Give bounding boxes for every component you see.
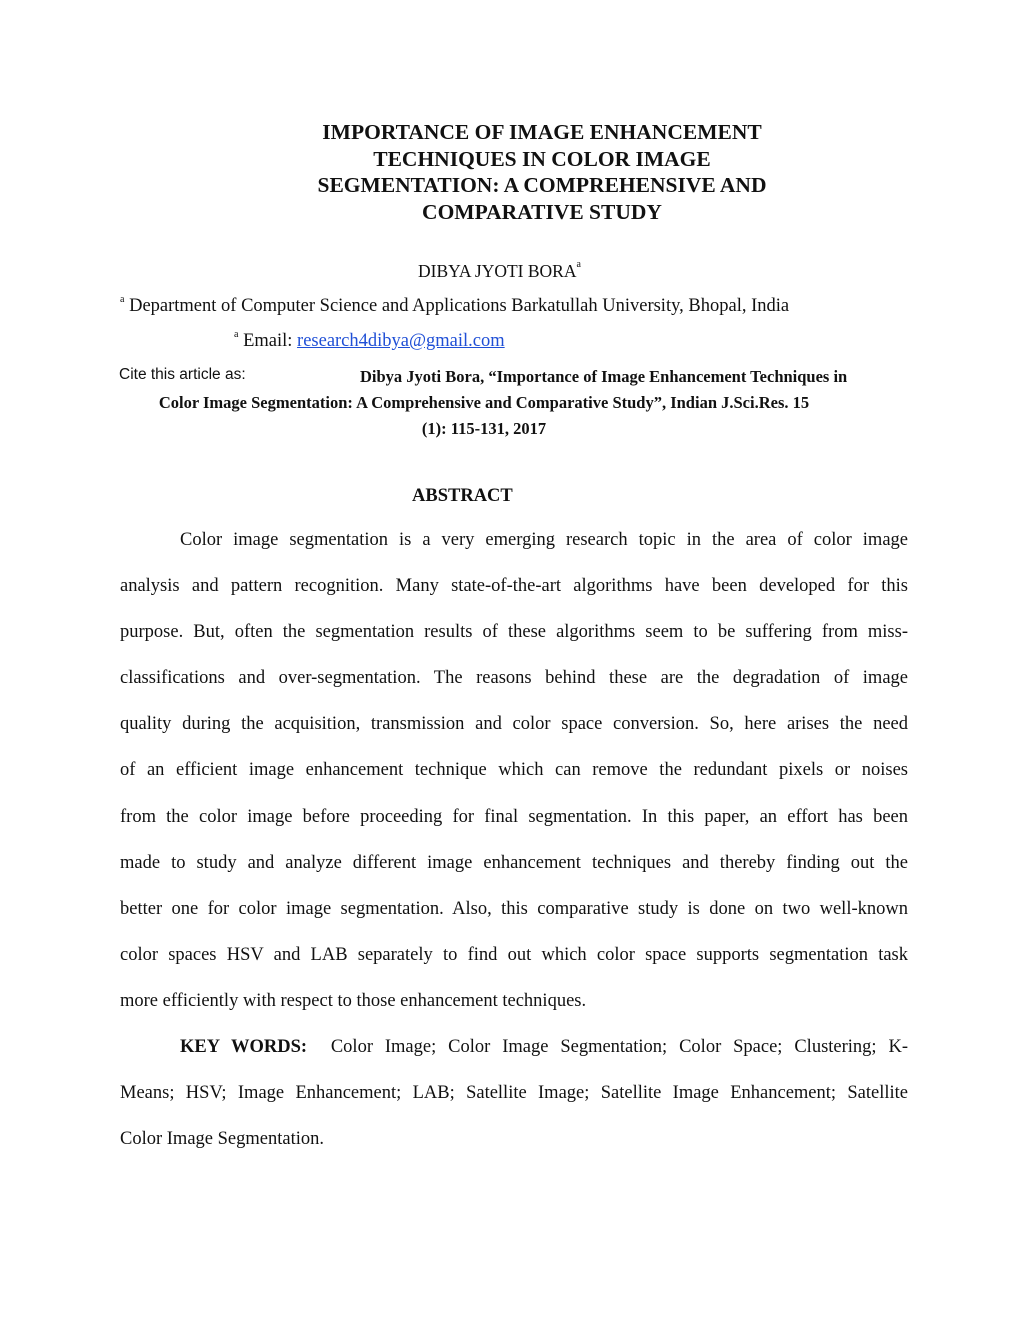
abstract-line: better one for color image segmentation. Also, this comparative study is done on two well-known: [120, 898, 908, 919]
title-line: SEGMENTATION: A COMPREHENSIVE AND: [317, 173, 767, 197]
citation-line: Color Image Segmentation: A Comprehensive and Comparative Study”, Indian J.Sci.Res. 15: [158, 393, 810, 412]
email-link[interactable]: research4dibya@gmail.com: [297, 331, 505, 351]
abstract-line: color spaces HSV and LAB separately to find out which color space supports segmentation task: [120, 944, 908, 965]
email-superscript: a: [234, 329, 239, 340]
title-line: COMPARATIVE STUDY: [422, 199, 662, 224]
citation-line: (1): 115-131, 2017: [421, 419, 547, 438]
abstract-line: Color image segmentation is a very emerging research topic in the area of color image: [180, 530, 908, 550]
email-line: [234, 331, 505, 352]
keywords-text: Color Image; Color Image Segmentation; Color Space; Clustering; K-: [330, 1037, 908, 1057]
abstract-heading: ABSTRACT: [412, 486, 513, 506]
cite-label: Cite this article as:: [119, 366, 246, 383]
keywords-line: [120, 1024, 908, 1070]
abstract-line: more efficiently with respect to those enhancement techniques.: [120, 990, 587, 1011]
keywords-line: Means; HSV; Image Enhancement; LAB; Satellite Image; Satellite Image Enhancement; Satellite: [120, 1083, 908, 1104]
abstract-line: of an efficient image enhancement technique which can remove the redundant pixels or noises: [120, 760, 908, 781]
title-line: IMPORTANCE OF IMAGE ENHANCEMENT: [322, 120, 762, 144]
keywords-line: Color Image Segmentation.: [120, 1129, 324, 1150]
title-line: TECHNIQUES IN COLOR IMAGE: [373, 146, 711, 171]
affiliation: [120, 296, 789, 317]
author-line: [418, 261, 581, 282]
keywords: [120, 1024, 908, 1162]
citation-line: Dibya Jyoti Bora, “Importance of Image Enhancement Techniques in: [360, 367, 848, 386]
abstract-line: analysis and pattern recognition. Many state-of-the-art algorithms have been developed for this: [120, 576, 908, 597]
email-label: Email:: [238, 331, 298, 351]
affiliation-text: Department of Computer Science and Applications Barkatullah University, Bhopal, India: [124, 296, 790, 316]
affiliation-superscript: a: [120, 294, 125, 305]
author-superscript: a: [576, 259, 581, 270]
abstract-line: quality during the acquisition, transmission and color space conversion. So, here arises the need: [120, 714, 908, 735]
abstract-body: [120, 517, 908, 1024]
abstract-line: made to study and analyze different image enhancement techniques and thereby finding out the: [120, 852, 908, 873]
paper-title: [230, 119, 854, 225]
citation: [110, 364, 858, 442]
abstract-line: classifications and over-segmentation. The reasons behind these are the degradation of image: [120, 668, 908, 689]
abstract-line: from the color image before proceeding for final segmentation. In this paper, an effort has been: [120, 806, 908, 827]
keywords-label: KEY WORDS:: [180, 1037, 308, 1057]
author-name: DIBYA JYOTI BORA: [418, 261, 577, 281]
abstract-line: purpose. But, often the segmentation results of these algorithms seem to be suffering from miss-: [120, 622, 908, 643]
